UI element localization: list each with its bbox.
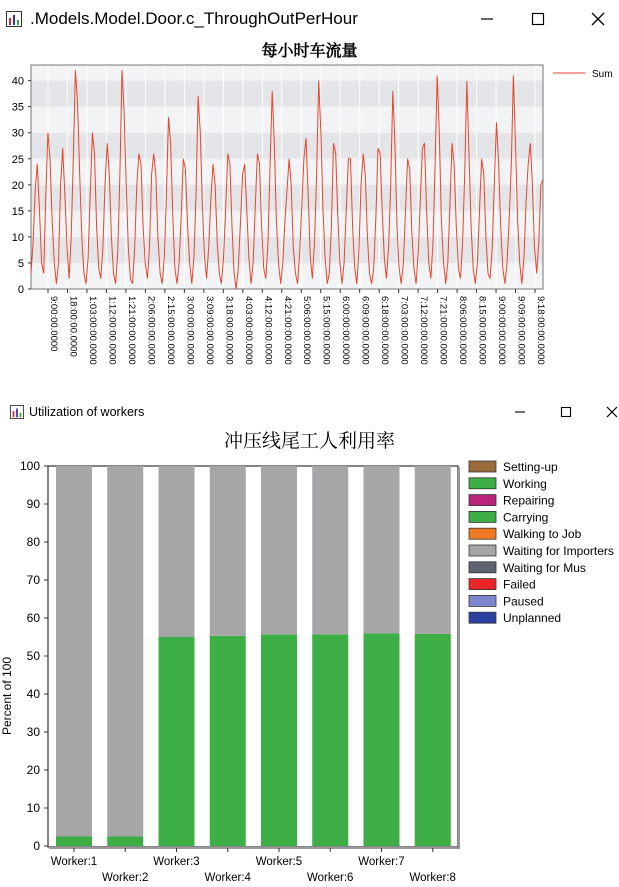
bar-carrying [56, 837, 92, 847]
y-tick-label: 25 [11, 153, 24, 166]
y-axis-label: Percent of 100 [0, 656, 14, 736]
legend-label: Waiting for Mus [503, 560, 586, 575]
y-tick-label: 40 [26, 687, 40, 701]
legend-swatch [469, 461, 496, 472]
bar-waiting-for-importers [261, 466, 297, 634]
y-tick-label: 0 [17, 284, 24, 296]
x-tick-label: 2:15:00:00.0000 [164, 296, 176, 365]
x-tick-label: 4:03:00:00.0000 [242, 296, 254, 365]
x-tick-label: 5:15:00:00.0000 [320, 296, 332, 365]
plot-band [31, 263, 543, 289]
legend-label: Failed [503, 577, 536, 592]
x-tick-label: Worker:1 [50, 856, 98, 868]
legend-swatch [469, 545, 496, 556]
x-tick-label: 9:00:00.0000 [48, 296, 59, 352]
y-tick-label: 90 [26, 497, 40, 511]
bar-carrying [312, 634, 348, 846]
legend-label: Repairing [503, 493, 555, 508]
utilization-window [0, 400, 619, 887]
window-title: .Models.Model.Door.c_ThroughOutPerHour [30, 9, 358, 28]
chart-title: 每小时车流量 [261, 41, 358, 60]
y-tick-label: 70 [26, 573, 40, 587]
x-tick-label: 4:12:00:00.0000 [262, 296, 274, 365]
x-tick-label: Worker:2 [102, 872, 149, 884]
y-tick-label: 60 [26, 611, 40, 625]
y-tick-label: 10 [11, 231, 24, 244]
x-tick-label: 8:06:00:00.0000 [457, 296, 469, 365]
y-tick-label: 10 [26, 801, 40, 815]
y-tick-label: 15 [11, 205, 24, 218]
y-tick-label: 80 [26, 535, 40, 549]
y-tick-label: 35 [11, 101, 24, 114]
window-title: Utilization of workers [29, 405, 145, 419]
legend-label: Walking to Job [503, 527, 582, 542]
x-tick-label: 1:21:00:00.0000 [125, 296, 137, 365]
legend-swatch [469, 595, 496, 606]
x-tick-label: 9:09:00:00.0000 [515, 296, 527, 365]
x-tick-label: Worker:8 [409, 872, 456, 884]
x-tick-label: Worker:3 [153, 856, 200, 868]
x-tick-label: 7:12:00:00.0000 [418, 296, 430, 365]
x-tick-label: 7:21:00:00.0000 [437, 296, 449, 365]
chart-title: 冲压线尾工人利用率 [223, 430, 395, 452]
y-tick-label: 30 [26, 725, 40, 739]
y-tick-label: 50 [26, 649, 40, 663]
x-tick-label: 6:09:00:00.0000 [359, 296, 371, 365]
x-tick-label: 9:18:00:00.0000 [535, 296, 546, 365]
legend-swatch [469, 495, 496, 506]
x-tick-label: Worker:5 [255, 856, 303, 868]
x-tick-label: Worker:7 [358, 856, 405, 868]
bar-carrying [107, 837, 143, 847]
bar-waiting-for-importers [415, 466, 451, 634]
bar-waiting-for-importers [210, 466, 246, 636]
x-tick-label: 4:21:00:00.0000 [281, 296, 293, 365]
bar-carrying [210, 636, 246, 846]
bar-waiting-for-importers [312, 466, 348, 634]
legend-label: Unplanned [503, 611, 562, 626]
bar-carrying [261, 634, 297, 846]
bar-carrying [159, 637, 195, 846]
x-tick-label: 7:03:00:00.0000 [398, 296, 410, 365]
legend-swatch [469, 562, 496, 573]
legend-swatch [469, 612, 496, 623]
throughput-line-chart [0, 0, 619, 380]
legend-label: Carrying [503, 510, 549, 525]
y-tick-label: 40 [11, 75, 24, 88]
x-tick-label: 3:09:00:00.0000 [203, 296, 215, 365]
x-tick-label: 6:18:00:00.0000 [379, 296, 391, 365]
bar-waiting-for-importers [159, 466, 195, 637]
x-tick-label: 6:00:00:00.0000 [340, 296, 352, 365]
x-tick-label: 1:03:00:00.0000 [86, 296, 98, 365]
legend-swatch [469, 528, 496, 539]
plot-band [31, 65, 543, 81]
bar-waiting-for-importers [107, 466, 143, 837]
x-tick-label: Worker:6 [307, 872, 354, 884]
legend-label: Waiting for Importers [503, 544, 614, 558]
plot-band [31, 211, 543, 237]
x-tick-label: 8:15:00:00.0000 [476, 296, 488, 365]
x-tick-label: 18:00:00.0000 [67, 296, 79, 357]
x-tick-label: 5:06:00:00.0000 [301, 296, 313, 365]
y-tick-label: 20 [11, 179, 24, 192]
y-tick-label: 5 [17, 257, 24, 270]
throughput-window [0, 0, 619, 380]
bar-carrying [415, 634, 451, 846]
legend-swatch [469, 579, 496, 590]
x-tick-label: 1:12:00:00.0000 [106, 296, 118, 365]
legend-swatch [469, 478, 496, 489]
x-tick-label: 3:00:00:00.0000 [184, 296, 196, 365]
y-tick-label: 20 [26, 763, 40, 777]
plot-band [31, 159, 543, 185]
legend-label: Setting-up [503, 460, 558, 474]
y-tick-label: 100 [19, 459, 40, 473]
x-tick-label: 9:00:00:00.0000 [496, 296, 508, 365]
x-tick-label: 3:18:00:00.0000 [223, 296, 235, 365]
legend-label: Working [503, 476, 547, 491]
y-tick-label: 0 [33, 839, 40, 853]
bar-waiting-for-importers [56, 466, 92, 837]
x-tick-label: Worker:4 [204, 872, 251, 884]
y-tick-label: 30 [11, 127, 24, 140]
legend-swatch [469, 511, 496, 522]
legend-label: Paused [503, 594, 544, 609]
utilization-bar-chart [0, 400, 619, 887]
bar-waiting-for-importers [364, 466, 400, 633]
legend-label-sum: Sum [592, 69, 613, 80]
bar-carrying [364, 633, 400, 846]
plot-band [31, 237, 543, 263]
x-tick-label: 2:06:00:00.0000 [145, 296, 157, 365]
